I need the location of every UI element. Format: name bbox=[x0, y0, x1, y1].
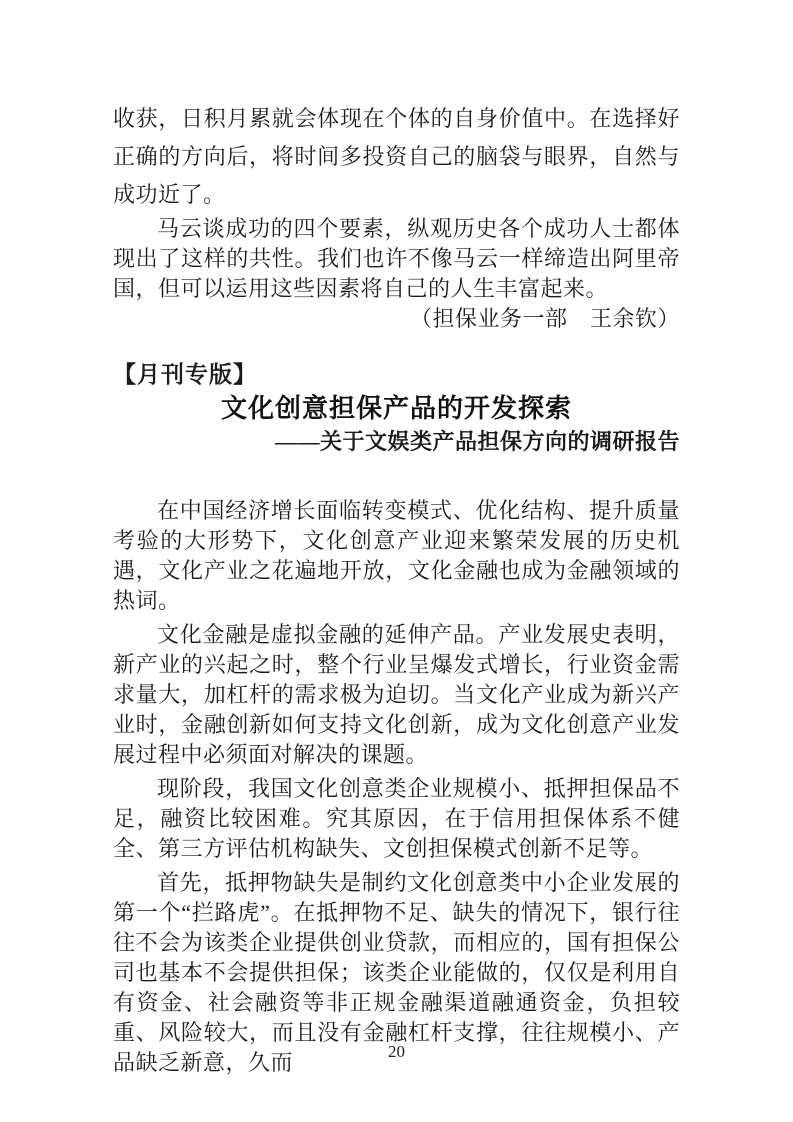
page-number: 20 bbox=[388, 1042, 405, 1061]
article-title: 文化创意担保产品的开发探索 bbox=[220, 393, 572, 423]
paragraph-current-stage: 现阶段，我国文化创意类企业规模小、抵押担保品不足，融资比较困难。究其原因，在于信用担保体系不健全、第三方评估机构缺失、文创担保模式创新不足等。 bbox=[113, 776, 680, 861]
paragraph-continuation: 收获，日积月累就会体现在个体的自身价值中。在选择好正确的方向后，将时间多投资自己的脑袋与眼界，自然与成功近了。 bbox=[113, 106, 680, 207]
paragraph-economy: 在中国经济增长面临转变模式、优化结构、提升质量考验的大形势下，文化创意产业迎来繁荣发展的历史机遇，文化产业之花遍地开放，文化金融也成为金融领域的热词。 bbox=[113, 498, 680, 613]
article-subtitle: ——关于文娱类产品担保方向的调研报告 bbox=[274, 429, 680, 454]
article-body bbox=[113, 496, 680, 1078]
author-attribution: （担保业务一部 王余钦） bbox=[409, 306, 680, 331]
paragraph-collateral: 首先，抵押物缺失是制约文化创意类中小企业发展的第一个“拦路虎”。在抵押物不足、缺失的情况下，银行往往不会为该类企业提供创业贷款，而相应的，国有担保公司也基本不会提供担保；该类企业能做的，仅仅是利用自有资金、社会融资等非正规金融渠道融通资金，负担较重、风险较大，而且没有金融杠杆支撑，往往规模小、产品缺乏新意，久而 bbox=[113, 870, 680, 1075]
paragraph-mayun: 马云谈成功的四个要素，纵观历史各个成功人士都体现出了这样的共性。我们也许不像马云一样缔造出阿里帝国，但可以运用这些因素将自己的人生丰富起来。 bbox=[113, 216, 680, 301]
section-header: 【月刊专版】 bbox=[113, 362, 257, 387]
paragraph-culture-finance: 文化金融是虚拟金融的延伸产品。产业发展史表明，新产业的兴起之时，整个行业呈爆发式增长，行业资金需求量大，加杠杆的需求极为迫切。当文化产业成为新兴产业时，金融创新如何支持文化创新，成为文化创意产业发展过程中必须面对解决的课题。 bbox=[113, 622, 680, 767]
